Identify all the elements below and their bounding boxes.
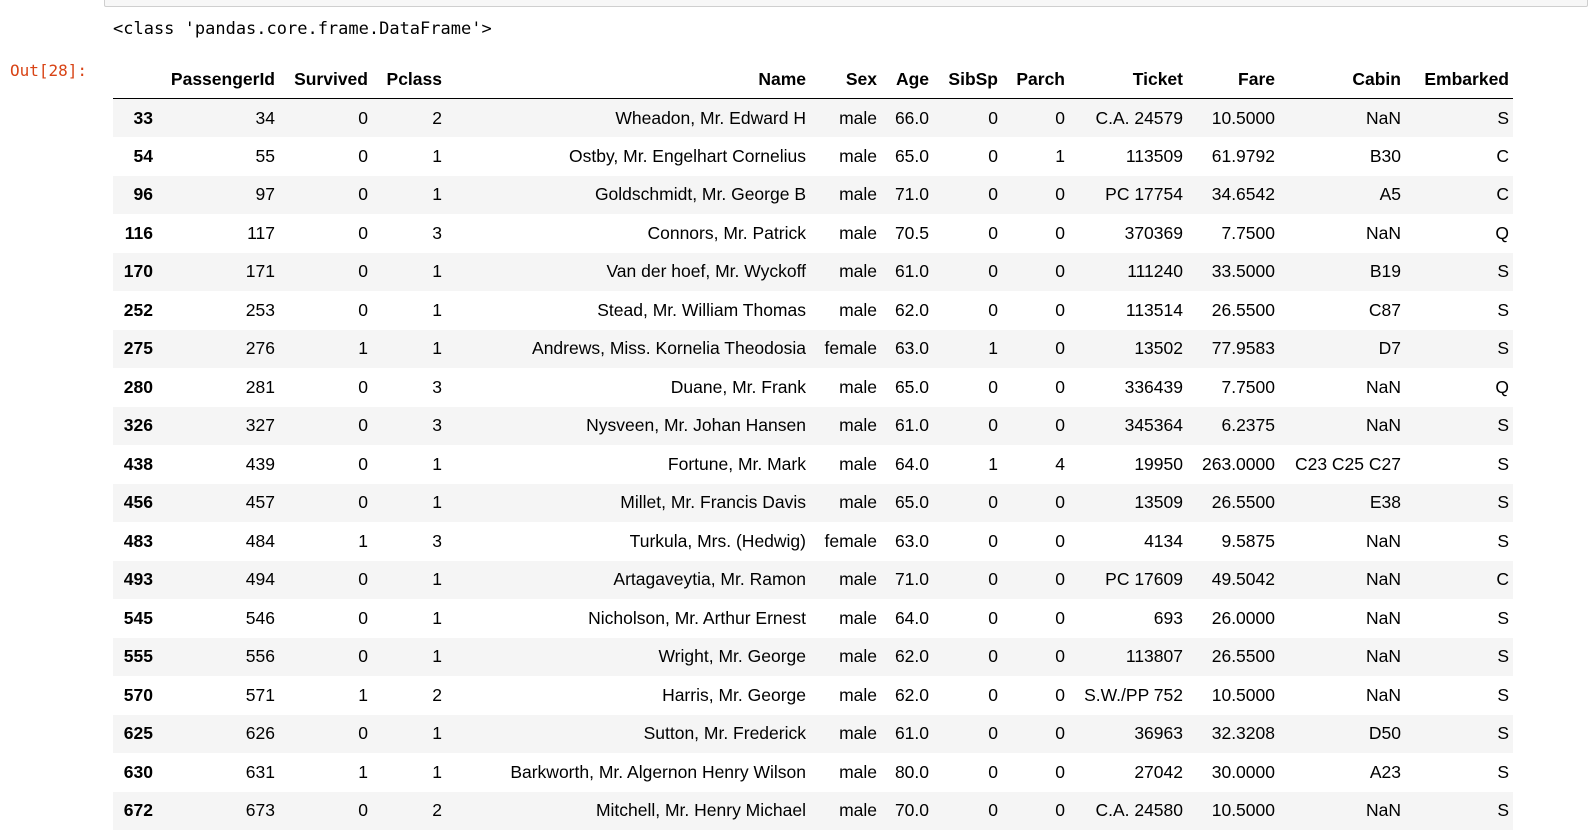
cell-fare: 7.7500 [1187,368,1279,407]
cell-survived: 0 [279,484,372,523]
cell-sibsp: 0 [933,753,1002,792]
table-row [113,368,1513,407]
cell-age: 61.0 [881,407,933,446]
cell-cabin: NaN [1279,407,1405,446]
cell-sibsp: 0 [933,676,1002,715]
cell-cabin: NaN [1279,561,1405,600]
cell-name: Mitchell, Mr. Henry Michael [446,792,810,830]
input-cell-edge[interactable] [104,0,1588,7]
cell-survived: 0 [279,445,372,484]
cell-age: 80.0 [881,753,933,792]
cell-survived: 0 [279,599,372,638]
cell-age: 65.0 [881,137,933,176]
cell-cabin: B19 [1279,253,1405,292]
cell-cabin: NaN [1279,676,1405,715]
cell-fare: 34.6542 [1187,176,1279,215]
cell-age: 62.0 [881,676,933,715]
cell-sibsp: 0 [933,638,1002,677]
cell-survived: 1 [279,753,372,792]
cell-passengerid: 117 [157,214,279,253]
cell-sibsp: 0 [933,253,1002,292]
cell-parch: 1 [1002,137,1069,176]
cell-age: 71.0 [881,176,933,215]
cell-ticket: 13502 [1069,330,1187,369]
cell-embarked: S [1405,291,1513,330]
cell-pclass: 3 [372,368,446,407]
cell-sibsp: 1 [933,445,1002,484]
cell-pclass: 1 [372,137,446,176]
cell-ticket: 4134 [1069,522,1187,561]
table-row [113,99,1513,138]
cell-name: Duane, Mr. Frank [446,368,810,407]
cell-embarked: C [1405,176,1513,215]
cell-name: Nicholson, Mr. Arthur Ernest [446,599,810,638]
cell-fare: 32.3208 [1187,715,1279,754]
cell-embarked: S [1405,753,1513,792]
stdout-text: <class 'pandas.core.frame.DataFrame'> [113,19,492,39]
table-row [113,753,1513,792]
cell-pclass: 1 [372,291,446,330]
cell-age: 71.0 [881,561,933,600]
column-header-name: Name [446,60,810,99]
cell-sex: male [810,176,881,215]
cell-cabin: C87 [1279,291,1405,330]
cell-fare: 10.5000 [1187,676,1279,715]
cell-ticket: 113514 [1069,291,1187,330]
row-index: 483 [113,522,157,561]
table-row [113,291,1513,330]
column-header-age: Age [881,60,933,99]
cell-parch: 0 [1002,715,1069,754]
table-row [113,137,1513,176]
cell-age: 66.0 [881,99,933,138]
column-header-index [113,60,157,99]
cell-pclass: 3 [372,407,446,446]
cell-embarked: S [1405,484,1513,523]
cell-embarked: S [1405,638,1513,677]
cell-parch: 0 [1002,792,1069,830]
cell-fare: 6.2375 [1187,407,1279,446]
cell-cabin: B30 [1279,137,1405,176]
table-header-row [113,60,1513,99]
cell-sex: male [810,214,881,253]
cell-fare: 33.5000 [1187,253,1279,292]
column-header-sibsp: SibSp [933,60,1002,99]
cell-fare: 77.9583 [1187,330,1279,369]
cell-sex: male [810,676,881,715]
cell-pclass: 1 [372,599,446,638]
row-index: 545 [113,599,157,638]
row-index: 33 [113,99,157,138]
cell-passengerid: 556 [157,638,279,677]
cell-age: 61.0 [881,715,933,754]
cell-sibsp: 0 [933,214,1002,253]
cell-sex: male [810,715,881,754]
cell-survived: 0 [279,176,372,215]
cell-survived: 0 [279,792,372,830]
cell-sibsp: 0 [933,561,1002,600]
cell-ticket: C.A. 24580 [1069,792,1187,830]
row-index: 672 [113,792,157,830]
row-index: 116 [113,214,157,253]
row-index: 96 [113,176,157,215]
table-row [113,214,1513,253]
cell-passengerid: 439 [157,445,279,484]
row-index: 170 [113,253,157,292]
cell-fare: 9.5875 [1187,522,1279,561]
cell-age: 62.0 [881,638,933,677]
cell-passengerid: 626 [157,715,279,754]
cell-cabin: D50 [1279,715,1405,754]
cell-survived: 0 [279,715,372,754]
cell-cabin: NaN [1279,214,1405,253]
cell-cabin: A23 [1279,753,1405,792]
cell-sibsp: 0 [933,368,1002,407]
cell-parch: 0 [1002,522,1069,561]
cell-embarked: Q [1405,214,1513,253]
table-row [113,176,1513,215]
cell-name: Turkula, Mrs. (Hedwig) [446,522,810,561]
table-body [113,99,1513,830]
column-header-parch: Parch [1002,60,1069,99]
row-index: 252 [113,291,157,330]
cell-survived: 0 [279,368,372,407]
cell-pclass: 1 [372,253,446,292]
cell-sex: male [810,753,881,792]
cell-parch: 0 [1002,214,1069,253]
cell-pclass: 1 [372,638,446,677]
cell-parch: 0 [1002,368,1069,407]
cell-sibsp: 0 [933,484,1002,523]
cell-passengerid: 97 [157,176,279,215]
cell-parch: 0 [1002,484,1069,523]
cell-ticket: 13509 [1069,484,1187,523]
row-index: 275 [113,330,157,369]
cell-parch: 0 [1002,176,1069,215]
table-row [113,330,1513,369]
cell-fare: 49.5042 [1187,561,1279,600]
cell-passengerid: 494 [157,561,279,600]
cell-pclass: 1 [372,445,446,484]
cell-fare: 263.0000 [1187,445,1279,484]
cell-sex: male [810,99,881,138]
cell-name: Fortune, Mr. Mark [446,445,810,484]
row-index: 555 [113,638,157,677]
cell-age: 63.0 [881,522,933,561]
cell-pclass: 2 [372,676,446,715]
cell-sex: male [810,792,881,830]
cell-age: 65.0 [881,484,933,523]
cell-parch: 0 [1002,253,1069,292]
cell-parch: 0 [1002,599,1069,638]
cell-ticket: 693 [1069,599,1187,638]
cell-embarked: C [1405,561,1513,600]
cell-passengerid: 484 [157,522,279,561]
cell-parch: 4 [1002,445,1069,484]
cell-age: 62.0 [881,291,933,330]
cell-age: 70.5 [881,214,933,253]
cell-name: Andrews, Miss. Kornelia Theodosia [446,330,810,369]
cell-sibsp: 0 [933,407,1002,446]
cell-ticket: 27042 [1069,753,1187,792]
cell-sex: female [810,522,881,561]
row-index: 493 [113,561,157,600]
cell-sex: male [810,638,881,677]
cell-survived: 0 [279,137,372,176]
row-index: 456 [113,484,157,523]
row-index: 280 [113,368,157,407]
table-row [113,638,1513,677]
cell-fare: 30.0000 [1187,753,1279,792]
dataframe-output [113,60,1513,830]
cell-pclass: 1 [372,484,446,523]
cell-embarked: S [1405,715,1513,754]
cell-embarked: S [1405,599,1513,638]
cell-embarked: S [1405,792,1513,830]
cell-passengerid: 546 [157,599,279,638]
column-header-embarked: Embarked [1405,60,1513,99]
cell-age: 65.0 [881,368,933,407]
cell-fare: 26.5500 [1187,484,1279,523]
cell-ticket: 345364 [1069,407,1187,446]
cell-name: Wheadon, Mr. Edward H [446,99,810,138]
table-row [113,522,1513,561]
cell-survived: 1 [279,676,372,715]
output-prompt: Out[28]: [10,61,87,80]
cell-embarked: Q [1405,368,1513,407]
cell-age: 70.0 [881,792,933,830]
cell-passengerid: 457 [157,484,279,523]
cell-age: 64.0 [881,599,933,638]
cell-sex: male [810,368,881,407]
cell-fare: 7.7500 [1187,214,1279,253]
row-index: 570 [113,676,157,715]
cell-sex: male [810,137,881,176]
row-index: 630 [113,753,157,792]
table-row [113,561,1513,600]
cell-age: 64.0 [881,445,933,484]
row-index: 625 [113,715,157,754]
cell-name: Nysveen, Mr. Johan Hansen [446,407,810,446]
row-index: 54 [113,137,157,176]
cell-sibsp: 0 [933,176,1002,215]
cell-parch: 0 [1002,638,1069,677]
cell-sibsp: 0 [933,792,1002,830]
cell-passengerid: 34 [157,99,279,138]
cell-sex: male [810,407,881,446]
cell-passengerid: 253 [157,291,279,330]
cell-sibsp: 0 [933,137,1002,176]
cell-survived: 1 [279,522,372,561]
cell-pclass: 3 [372,214,446,253]
cell-ticket: PC 17754 [1069,176,1187,215]
cell-name: Harris, Mr. George [446,676,810,715]
cell-sex: male [810,561,881,600]
table-row [113,253,1513,292]
column-header-cabin: Cabin [1279,60,1405,99]
cell-pclass: 2 [372,99,446,138]
cell-pclass: 3 [372,522,446,561]
row-index: 326 [113,407,157,446]
cell-passengerid: 55 [157,137,279,176]
column-header-passengerid: PassengerId [157,60,279,99]
cell-pclass: 2 [372,792,446,830]
cell-survived: 0 [279,214,372,253]
cell-sex: male [810,445,881,484]
cell-passengerid: 673 [157,792,279,830]
cell-cabin: E38 [1279,484,1405,523]
cell-embarked: S [1405,407,1513,446]
cell-sex: male [810,484,881,523]
cell-cabin: C23 C25 C27 [1279,445,1405,484]
cell-parch: 0 [1002,407,1069,446]
cell-name: Goldschmidt, Mr. George B [446,176,810,215]
cell-cabin: NaN [1279,599,1405,638]
table-row [113,599,1513,638]
cell-pclass: 1 [372,715,446,754]
cell-cabin: D7 [1279,330,1405,369]
cell-cabin: A5 [1279,176,1405,215]
table-row [113,676,1513,715]
cell-ticket: 113509 [1069,137,1187,176]
cell-ticket: 113807 [1069,638,1187,677]
cell-name: Van der hoef, Mr. Wyckoff [446,253,810,292]
cell-sex: male [810,599,881,638]
cell-parch: 0 [1002,330,1069,369]
cell-ticket: PC 17609 [1069,561,1187,600]
cell-ticket: 19950 [1069,445,1187,484]
cell-pclass: 1 [372,753,446,792]
cell-fare: 61.9792 [1187,137,1279,176]
column-header-survived: Survived [279,60,372,99]
cell-pclass: 1 [372,176,446,215]
cell-passengerid: 571 [157,676,279,715]
cell-parch: 0 [1002,561,1069,600]
cell-cabin: NaN [1279,792,1405,830]
cell-embarked: S [1405,253,1513,292]
cell-fare: 10.5000 [1187,792,1279,830]
cell-name: Stead, Mr. William Thomas [446,291,810,330]
cell-ticket: 111240 [1069,253,1187,292]
cell-passengerid: 281 [157,368,279,407]
cell-sibsp: 0 [933,522,1002,561]
cell-ticket: 370369 [1069,214,1187,253]
cell-embarked: S [1405,99,1513,138]
cell-ticket: C.A. 24579 [1069,99,1187,138]
cell-cabin: NaN [1279,522,1405,561]
cell-fare: 26.5500 [1187,291,1279,330]
cell-survived: 0 [279,99,372,138]
cell-passengerid: 327 [157,407,279,446]
cell-name: Connors, Mr. Patrick [446,214,810,253]
cell-embarked: S [1405,522,1513,561]
cell-ticket: S.W./PP 752 [1069,676,1187,715]
cell-ticket: 36963 [1069,715,1187,754]
cell-sibsp: 0 [933,599,1002,638]
cell-name: Sutton, Mr. Frederick [446,715,810,754]
cell-name: Barkworth, Mr. Algernon Henry Wilson [446,753,810,792]
cell-embarked: S [1405,445,1513,484]
cell-survived: 0 [279,291,372,330]
cell-sex: male [810,253,881,292]
cell-passengerid: 171 [157,253,279,292]
cell-cabin: NaN [1279,368,1405,407]
cell-sibsp: 0 [933,291,1002,330]
cell-survived: 0 [279,561,372,600]
cell-name: Wright, Mr. George [446,638,810,677]
cell-survived: 0 [279,407,372,446]
cell-pclass: 1 [372,561,446,600]
column-header-sex: Sex [810,60,881,99]
table-row [113,715,1513,754]
cell-survived: 0 [279,253,372,292]
cell-fare: 26.0000 [1187,599,1279,638]
cell-name: Millet, Mr. Francis Davis [446,484,810,523]
row-index: 438 [113,445,157,484]
cell-fare: 10.5000 [1187,99,1279,138]
cell-parch: 0 [1002,99,1069,138]
cell-sibsp: 0 [933,99,1002,138]
cell-cabin: NaN [1279,99,1405,138]
cell-name: Artagaveytia, Mr. Ramon [446,561,810,600]
cell-passengerid: 631 [157,753,279,792]
column-header-pclass: Pclass [372,60,446,99]
cell-sibsp: 1 [933,330,1002,369]
cell-age: 63.0 [881,330,933,369]
cell-embarked: S [1405,676,1513,715]
cell-cabin: NaN [1279,638,1405,677]
cell-parch: 0 [1002,676,1069,715]
cell-ticket: 336439 [1069,368,1187,407]
table-row [113,445,1513,484]
table-row [113,484,1513,523]
cell-passengerid: 276 [157,330,279,369]
cell-survived: 0 [279,638,372,677]
cell-survived: 1 [279,330,372,369]
column-header-ticket: Ticket [1069,60,1187,99]
cell-parch: 0 [1002,753,1069,792]
cell-fare: 26.5500 [1187,638,1279,677]
cell-embarked: C [1405,137,1513,176]
cell-name: Ostby, Mr. Engelhart Cornelius [446,137,810,176]
cell-age: 61.0 [881,253,933,292]
cell-sibsp: 0 [933,715,1002,754]
column-header-fare: Fare [1187,60,1279,99]
cell-pclass: 1 [372,330,446,369]
dataframe-table [113,60,1513,830]
cell-parch: 0 [1002,291,1069,330]
table-row [113,792,1513,830]
cell-sex: female [810,330,881,369]
table-row [113,407,1513,446]
cell-sex: male [810,291,881,330]
cell-embarked: S [1405,330,1513,369]
